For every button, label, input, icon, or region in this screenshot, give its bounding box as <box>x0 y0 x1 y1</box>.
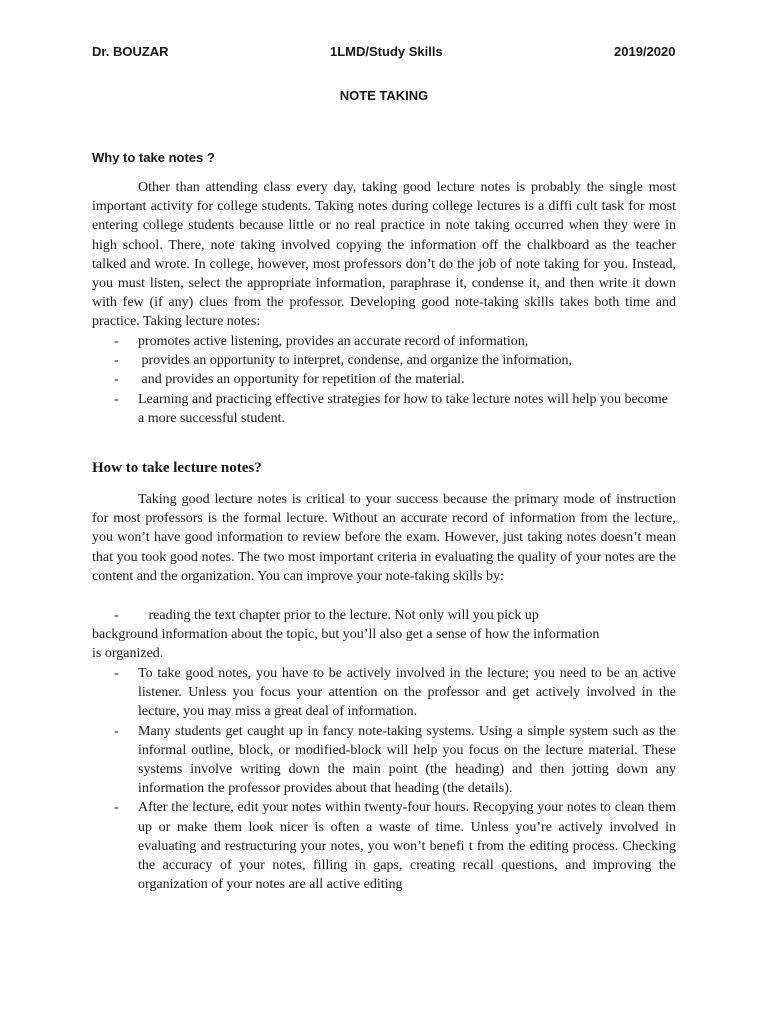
dash-marker: - <box>114 353 119 369</box>
list-item-text: Learning and practicing effective strategies for how to take lecture notes will help you become a more successful student. <box>138 391 668 426</box>
dash-marker: - <box>114 334 119 349</box>
dash-marker: - <box>114 391 119 407</box>
list-item-reading-line3: is organized. <box>92 646 164 662</box>
list-item-reading-line1 <box>92 606 692 625</box>
list-item <box>92 351 676 370</box>
list-item-text: provides an opportunity to interpret, condense, and organize the information, <box>138 353 573 369</box>
list-item-text: Many students get caught up in fancy note-taking systems. Using a simple system such as the informal outline, block, or modified-block will help you focus on the lecture material. These systems involve writing down the main point (the heading) and then jotting down any information the professor provides about that heading (the details). <box>138 723 676 797</box>
list-item <box>92 798 676 894</box>
bullet-list-why <box>92 332 676 428</box>
list-item-reading-line2: background information about the topic, but you’ll also get a sense of how the information <box>92 627 600 643</box>
list-item <box>92 664 676 722</box>
page-title: NOTE TAKING <box>339 88 429 103</box>
list-item-text: and provides an opportunity for repetition of the material. <box>138 372 465 388</box>
paragraph-text: Other than attending class every day, taking good lecture notes is probably the single most important activity for college students. Taking notes during college lectures is a diffi cult task for most entering college students because little or no real practice in note taking occurred when they were in high school. There, note taking involved copying the information off the chalkboard as the teacher talked and wrote. In college, however, most professors don’t do the job of note taking for you. Instead, you must listen, select the appropriate information, paraphrase it, condense it, and then write it down with few (if any) clues from the professor. Developing good note-taking skills takes both time and practice. Taking lecture notes: <box>92 180 676 330</box>
bullet-list-how <box>92 664 676 894</box>
dash-marker: - <box>114 800 119 816</box>
list-item <box>92 370 676 389</box>
section-paragraph-how <box>92 490 676 586</box>
section-paragraph-why <box>92 178 676 332</box>
header-year: 2019/2020 <box>614 44 676 59</box>
header-author: Dr. BOUZAR <box>92 44 169 59</box>
list-item <box>92 390 676 428</box>
list-item <box>92 722 676 799</box>
list-item-text: After the lecture, edit your notes within twenty-four hours. Recopying your notes to clean them up or make them look nicer is often a waste of time. Unless you’re actively involved in evaluating and restructuring your notes, you won’t benefi t from the editing process. Checking the accuracy of your notes, filling in gaps, creating recall questions, and improving the organization of your notes are all active editing <box>138 800 676 893</box>
dash-marker: - <box>114 372 119 388</box>
list-item <box>92 332 676 351</box>
dash-marker: - <box>114 666 119 681</box>
section-heading-why: Why to take notes ? <box>92 150 215 165</box>
dash-marker: - <box>114 608 119 623</box>
list-item-text: To take good notes, you have to be actively involved in the lecture; you need to be an active listener. Unless you focus your attention on the professor and get actively involved in the lecture, you may miss a great deal of information. <box>138 666 676 720</box>
header-course: 1LMD/Study Skills <box>330 44 443 59</box>
list-item-text: reading the text chapter prior to the lecture. Not only will you pick up <box>138 608 539 623</box>
section-heading-how: How to take lecture notes? <box>92 460 262 476</box>
list-item-reading <box>92 606 692 664</box>
paragraph-text: Taking good lecture notes is critical to your success because the primary mode of instruction for most professors is the formal lecture. Without an accurate record of information from the lecture, you won’t have good information to review before the exam. However, just taking notes doesn’t mean that you took good notes. The two most important criteria in evaluating the quality of your notes are the content and the organization. You can improve your note-taking skills by: <box>92 492 676 584</box>
list-item-text: promotes active listening, provides an accurate record of information, <box>138 334 529 349</box>
dash-marker: - <box>114 723 119 739</box>
